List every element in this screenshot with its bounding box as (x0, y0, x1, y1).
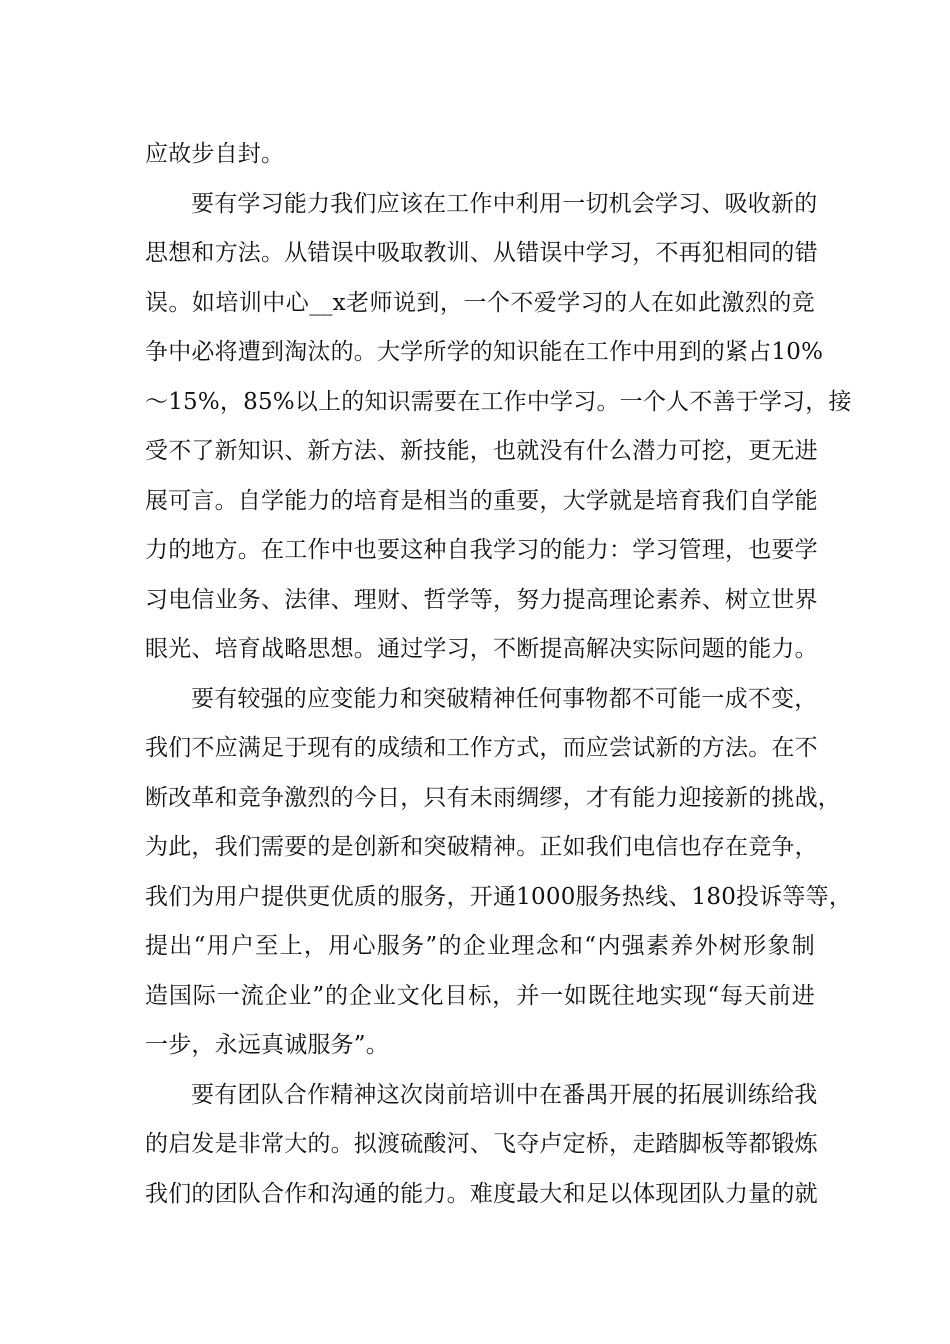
text-line: 力的地方。在工作中也要这种自我学习的能力：学习管理，也要学 (145, 537, 818, 563)
text-line: 我们不应满足于现有的成绩和工作方式，而应尝试新的方法。在不 (145, 735, 818, 761)
text-line: 一步，永远真诚服务”。 (145, 1032, 389, 1058)
text-line: 为此，我们需要的是创新和突破精神。正如我们电信也存在竞争， (145, 834, 818, 860)
text-line: 思想和方法。从错误中吸取教训、从错误中学习，不再犯相同的错 (145, 240, 818, 266)
text-line: 我们的团队合作和沟通的能力。难度最大和足以体现团队力量的就 (145, 1180, 818, 1207)
text-line: 眼光、培育战略思想。通过学习，不断提高解决实际问题的能力。 (145, 636, 818, 662)
text-line: 争中必将遭到淘汰的。大学所学的知识能在工作中用到的紧占10% (145, 339, 824, 365)
paragraph-start-line: 要有团队合作精神这次岗前培训中在番禺开展的拓展训练给我 (191, 1081, 818, 1108)
paragraph-start-line: 要有较强的应变能力和突破精神任何事物都不可能一成不变， (191, 685, 818, 712)
text-line: 展可言。自学能力的培育是相当的重要，大学就是培育我们自学能 (145, 487, 818, 514)
text-line: 应故步自封。 (145, 141, 285, 167)
paragraph-start-line: 要有学习能力我们应该在工作中利用一切机会学习、吸收新的 (191, 190, 818, 217)
text-line: 习电信业务、法律、理财、哲学等，努力提高理论素养、树立世界 (145, 586, 818, 613)
text-line: 断改革和竞争激烈的今日，只有未雨绸缪，才有能力迎接新的挑战， (145, 784, 841, 811)
text-line: 提出“用户至上，用心服务”的企业理念和“内强素养外树形象制 (145, 933, 815, 959)
text-line: 我们为用户提供更优质的服务，开通1000服务热线、180投诉等等， (145, 883, 853, 910)
text-line: 造国际一流企业”的企业文化目标，并一如既往地实现“每天前进 (145, 982, 815, 1009)
text-line: 误。如培训中心__x老师说到，一个不爱学习的人在如此激烈的竞 (145, 289, 815, 316)
text-line: ～15%，85%以上的知识需要在工作中学习。一个人不善于学习，接 (145, 388, 852, 415)
text-line: 的启发是非常大的。拟渡硫酸河、飞夺卢定桥，走踏脚板等都锻炼 (145, 1131, 818, 1157)
body-text (145, 130, 853, 1219)
text-line: 受不了新知识、新方法、新技能，也就没有什么潜力可挖，更无进 (145, 438, 818, 464)
